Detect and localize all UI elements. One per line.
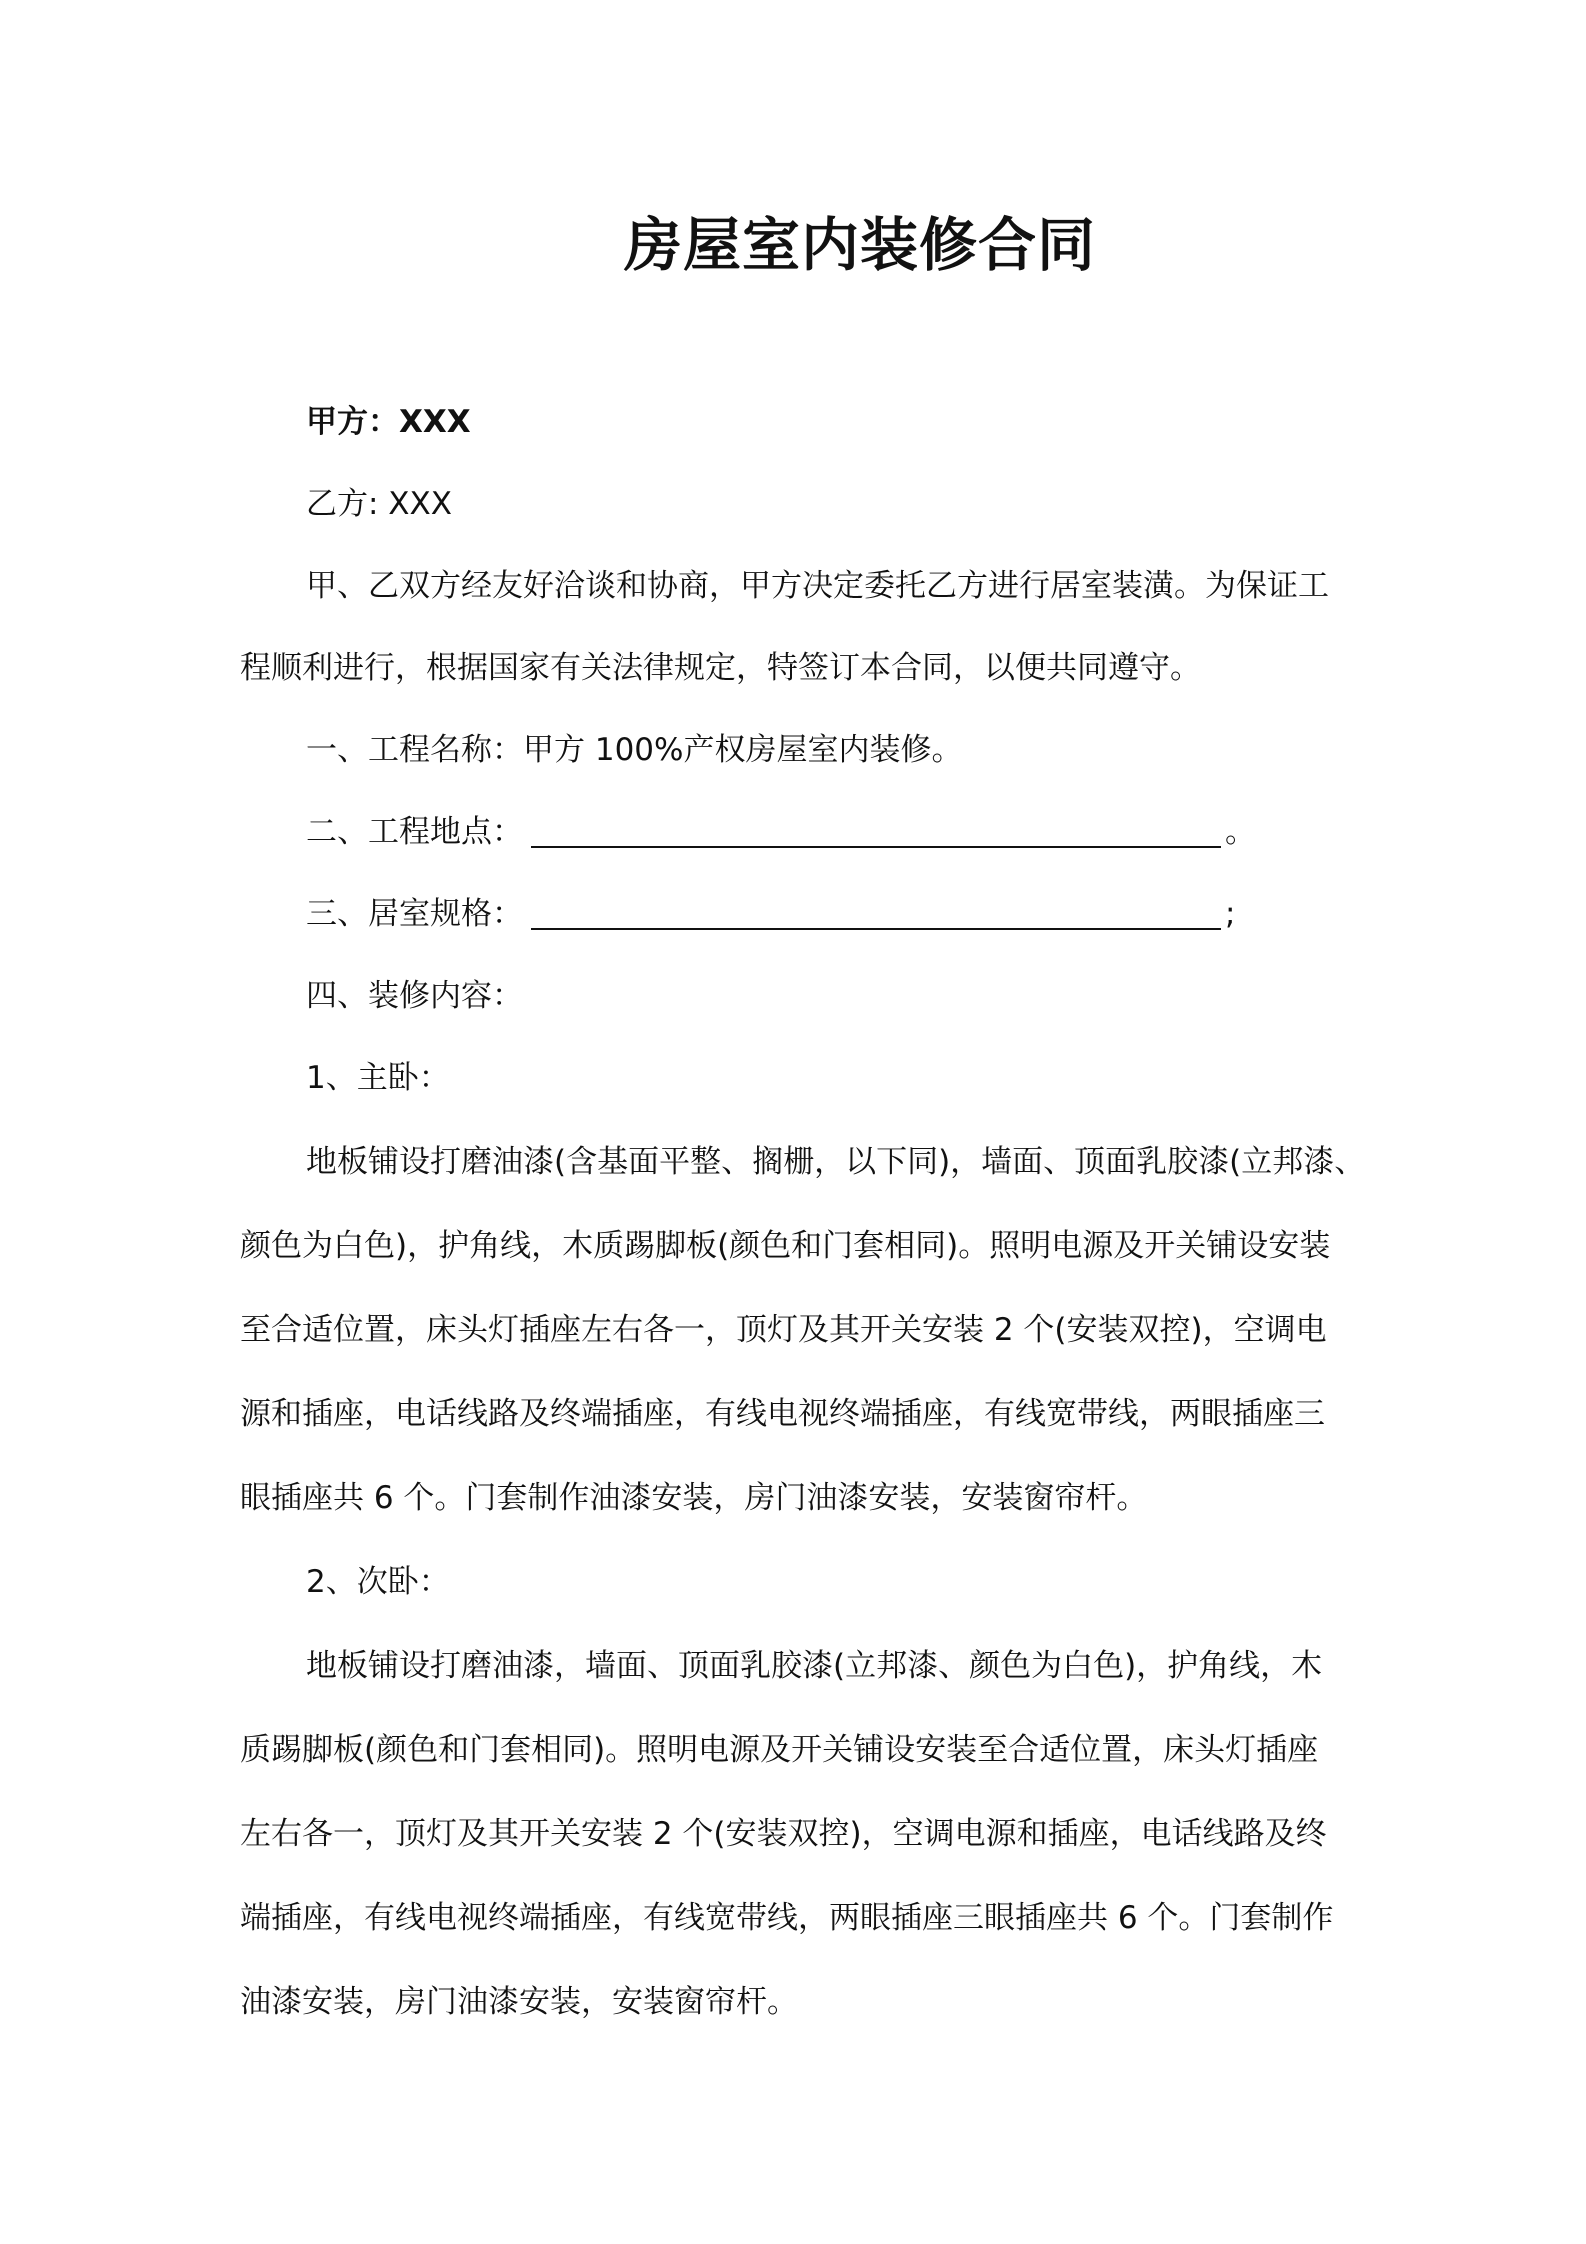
master-bedroom-line-3: 至合适位置，床头灯插座左右各一，顶灯及其开关安装 2 个(安装双控)，空调电 [240,1312,1327,1348]
second-bedroom-line-2: 质踢脚板(颜色和门套相同)。照明电源及开关铺设安装至合适位置，床头灯插座 [240,1732,1319,1768]
project-location-end: 。 [1225,814,1256,850]
master-bedroom-line-2: 颜色为白色)，护角线，木质踢脚板(颜色和门套相同)。照明电源及开关铺设安装 [240,1228,1331,1264]
master-bedroom-line-5: 眼插座共 6 个。门套制作油漆安装，房门油漆安装，安装窗帘杆。 [240,1480,1148,1516]
item-room-spec [240,892,1360,936]
item-decoration-content: 四、装修内容： [306,978,523,1014]
second-bedroom-line-1: 地板铺设打磨油漆，墙面、顶面乳胶漆(立邦漆、颜色为白色)，护角线，木 [306,1648,1323,1684]
second-bedroom-heading: 2、次卧： [306,1564,450,1600]
intro-line-1: 甲、乙双方经友好洽谈和协商，甲方决定委托乙方进行居室装潢。为保证工 [306,568,1329,604]
party-b: 乙方: XXX [306,486,453,522]
second-bedroom-line-4: 端插座，有线电视终端插座，有线宽带线，两眼插座三眼插座共 6 个。门套制作 [240,1900,1334,1936]
second-bedroom-line-3: 左右各一，顶灯及其开关安装 2 个(安装双控)，空调电源和插座，电话线路及终 [240,1816,1327,1852]
second-bedroom-line-5: 油漆安装，房门油漆安装，安装窗帘杆。 [240,1984,798,2020]
item-project-location [240,810,1360,854]
project-location-label: 二、工程地点： [306,814,523,850]
room-spec-blank [531,894,1221,930]
master-bedroom-heading: 1、主卧： [306,1060,450,1096]
item-project-name: 一、工程名称：甲方 100%产权房屋室内装修。 [306,732,963,768]
master-bedroom-line-1: 地板铺设打磨油漆(含基面平整、搁栅，以下同)，墙面、顶面乳胶漆(立邦漆、 [306,1144,1366,1180]
document-title: 房屋室内装修合同 [623,211,1096,279]
room-spec-end: ; [1225,896,1236,932]
master-bedroom-line-4: 源和插座，电话线路及终端插座，有线电视终端插座，有线宽带线，两眼插座三 [240,1396,1325,1432]
party-a: 甲方：XXX [306,404,471,440]
room-spec-label: 三、居室规格： [306,896,523,932]
intro-line-2: 程顺利进行，根据国家有关法律规定，特签订本合同，以便共同遵守。 [240,650,1201,686]
project-location-blank [531,812,1221,848]
